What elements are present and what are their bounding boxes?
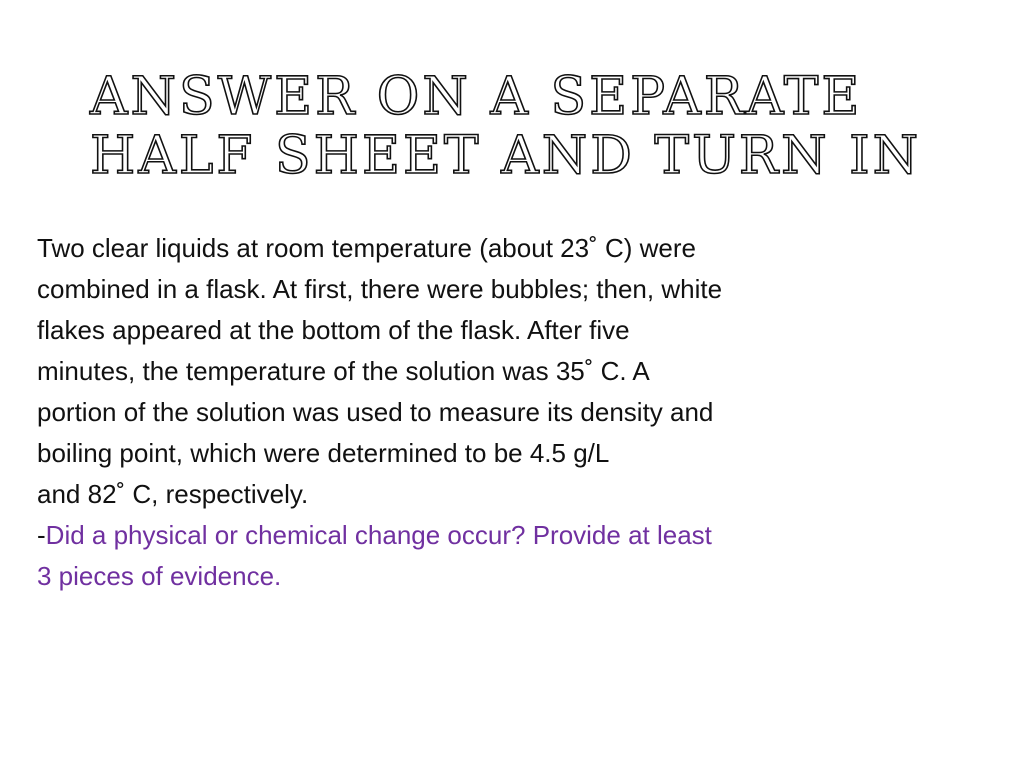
- slide-title: [90, 68, 990, 186]
- body-line: Two clear liquids at room temperature (about 23˚ C) were: [37, 233, 696, 263]
- body-line: minutes, the temperature of the solution was 35˚ C. A: [37, 356, 650, 386]
- question-dash: -: [37, 520, 46, 550]
- question-text: Did a physical or chemical change occur? Provide at least: [45, 520, 712, 550]
- body-line: portion of the solution was used to measure its density and: [37, 397, 714, 427]
- question-line-1: [37, 515, 987, 556]
- body-line: flakes appeared at the bottom of the flask. After five: [37, 315, 630, 345]
- title-line-1: ANSWER ON A SEPARATE: [90, 67, 863, 127]
- question-line-2: 3 pieces of evidence.: [37, 561, 282, 591]
- body-line: boiling point, which were determined to be 4.5 g/L: [37, 438, 610, 468]
- body-line: and 82˚ C, respectively.: [37, 479, 309, 509]
- body-text: [37, 228, 987, 597]
- title-line-2: HALF SHEET AND TURN IN: [90, 126, 922, 186]
- body-line: combined in a flask. At first, there were bubbles; then, white: [37, 274, 723, 304]
